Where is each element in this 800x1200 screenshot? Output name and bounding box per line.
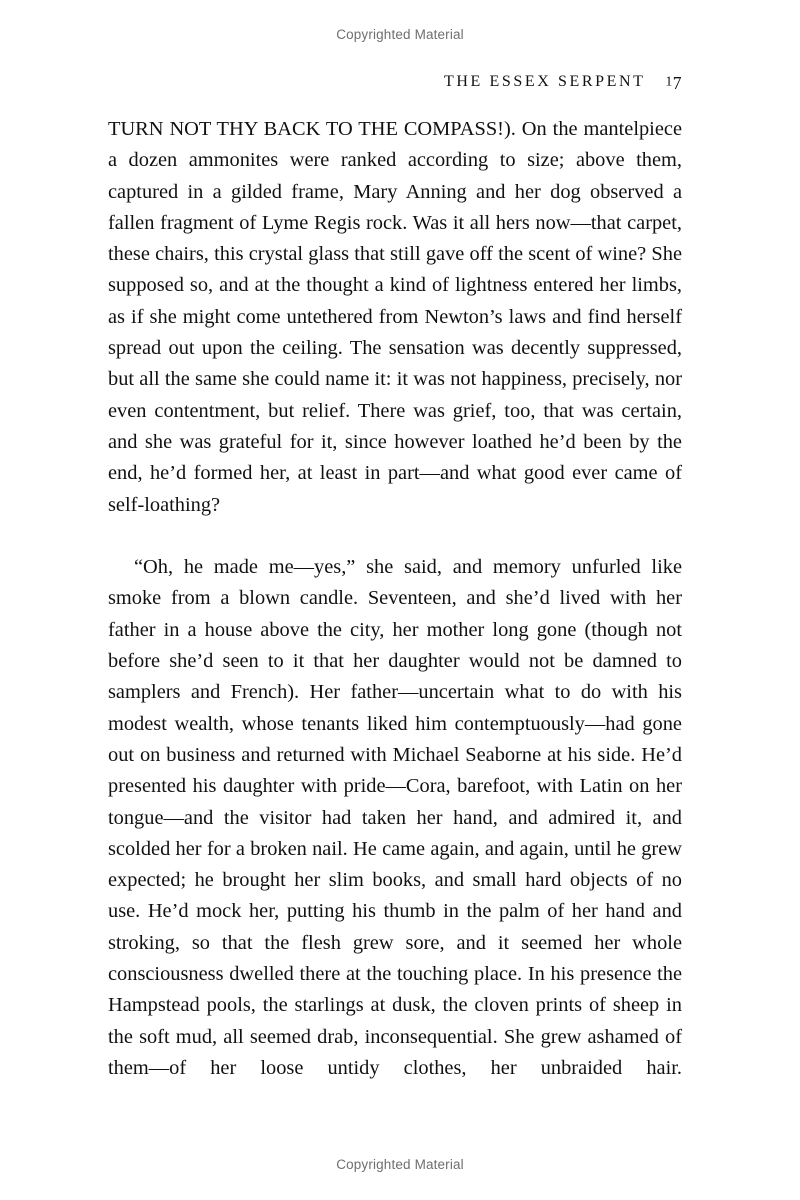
paragraph-1: TURN NOT THY BACK TO THE COMPASS!). On the mantelpiece a dozen ammonites were ranked according to size; above them, captured in a gilded frame, Mary Anning and her dog observed a fallen fragment of Lyme Regis rock. Was it all hers now—that carpet, these chairs, this crystal glass that still gave off the scent of wine? She supposed so, and at the thought a kind of lightness entered her limbs, as if she might come untethered from Newton’s laws and find herself spread out upon the ceiling. The sensation was decently suppressed, but all the same she could name it: it was not happiness, precisely, nor even contentment, but relief. There was grief, too, that was certain, and she was grateful for it, since however loathed he’d been by the end, he’d formed her, at least in part—and what good ever came of self-loathing? [108, 118, 682, 516]
copyright-watermark-top: Copyrighted Material [336, 27, 464, 42]
running-head-book-title: THE ESSEX SERPENT [443, 73, 646, 90]
page-number-digit-seven: 7 [672, 72, 682, 93]
copyright-watermark-bottom: Copyrighted Material [336, 1157, 464, 1172]
paragraph-2: “Oh, he made me—yes,” she said, and memory unfurled like smoke from a blown candle. Seventeen, and she’d lived with her father in a house above the city, her mother long gone (though not before she’d seen to it that her daughter would not be damned to samplers and French). Her father—uncertain what to do with his modest wealth, whose tenants liked him contemptuously—had gone out on business and returned with Michael Seaborne at his side. He’d presented his daughter with pride—Cora, barefoot, with Latin on her tongue—and the visitor had taken her hand, and admired it, and scolded her for a broken nail. He came again, and again, until he grew expected; he brought her slim books, and small hard objects of no use. He’d mock her, putting his thumb in the palm of her hand and stroking, so that the flesh grew sore, and it seemed her whole consciousness dwelled there at the touching place. In his presence the Hampstead pools, the starlings at dusk, the cloven prints of sheep in the soft mud, all seemed drab, inconsequential. She grew ashamed of them—of her loose untidy clothes, her unbraided hair. [108, 556, 682, 1079]
running-head [108, 70, 682, 91]
page-number [666, 70, 683, 91]
page-number-digit-one: 1 [665, 73, 673, 89]
body-text-block [108, 114, 682, 1116]
